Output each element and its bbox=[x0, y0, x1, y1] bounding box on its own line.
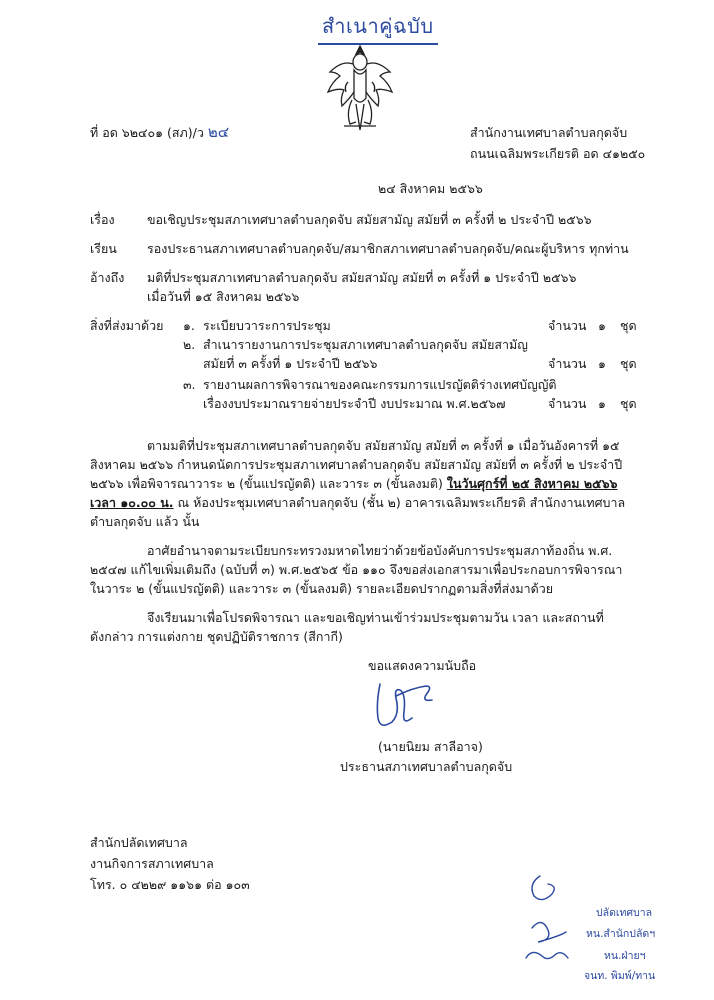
reference-line-2: เมื่อวันที่ ๑๕ สิงหาคม ๒๕๖๖ bbox=[147, 289, 300, 304]
enclosure-2-qty-label: จำนวน bbox=[548, 356, 587, 371]
enclosure-1-unit: ชุด bbox=[620, 318, 637, 333]
para1-line-2: สิงหาคม ๒๕๖๖ กำหนดนัดการประชุมสภาเทศบาลตำบลกุดจับ สมัยสามัญ สมัยที่ ๓ ครั้งที่ ๒ ประจำปี bbox=[90, 457, 623, 472]
enclosures-label: สิ่งที่ส่งมาด้วย bbox=[90, 318, 164, 333]
enclosure-2-unit: ชุด bbox=[620, 356, 637, 371]
enclosure-2-num: ๒. bbox=[183, 337, 196, 352]
para2-line-2: ๒๕๔๗ แก้ไขเพิ่มเติมถึง (ฉบับที่ ๓) พ.ศ.๒๕๖๕ ข้อ ๑๑๐ จึงขอส่งเอกสารมาเพื่อประกอบการพิจารณา bbox=[90, 562, 623, 577]
para1-line-1: ตามมติที่ประชุมสภาเทศบาลตำบลกุดจับ สมัยสามัญ สมัยที่ ๓ ครั้งที่ ๑ เมื่อวันอังคารที่ ๑๕ bbox=[147, 438, 620, 453]
enclosure-3-qty-label: จำนวน bbox=[548, 396, 587, 411]
enclosure-2-title-cont: สมัยที่ ๓ ครั้งที่ ๑ ประจำปี ๒๕๖๖ bbox=[203, 356, 378, 371]
copy-stamp: สำเนาคู่ฉบับ bbox=[318, 10, 438, 45]
initial-2: หน.สำนักปลัดฯ bbox=[586, 928, 656, 940]
meeting-date: ในวันศุกร์ที่ ๒๕ สิงหาคม ๒๕๖๖ bbox=[446, 476, 618, 491]
signer-position: ประธานสภาเทศบาลตำบลกุดจับ bbox=[340, 759, 513, 774]
enclosure-3-qty: ๑ bbox=[598, 396, 606, 411]
para1-line-3-a: ๒๕๖๖ เพื่อพิจารณาวาระ ๒ (ขั้นแปรญัตติ) และวาระ ๓ (ขั้นลงมติ) bbox=[90, 476, 443, 491]
to-text: รองประธานสภาเทศบาลตำบลกุดจับ/สมาชิกสภาเทศบาลตำบลกุดจับ/คณะผู้บริหาร ทุกท่าน bbox=[147, 241, 629, 256]
initial-4: จนท. พิมพ์/ทาน bbox=[584, 970, 656, 982]
initials-scribbles bbox=[512, 870, 592, 982]
enclosure-1-qty: ๑ bbox=[598, 318, 606, 333]
reference-number-text: ที่ อด ๖๒๔๐๑ (สภ)/ว bbox=[90, 125, 204, 140]
enclosure-1-title: ระเบียบวาระการประชุม bbox=[203, 318, 331, 333]
to-label: เรียน bbox=[90, 241, 117, 256]
footer-section: งานกิจการสภาเทศบาล bbox=[90, 856, 214, 871]
initial-3: หน.ฝ่ายฯ bbox=[604, 950, 646, 962]
enclosure-2-title: สำเนารายงานการประชุมสภาเทศบาลตำบลกุดจับ สมัยสามัญ bbox=[203, 337, 528, 352]
para1-line-4 bbox=[90, 494, 625, 512]
subject-label: เรื่อง bbox=[90, 212, 115, 227]
para2-line-3: ในวาระ ๒ (ขั้นแปรญัตติ) และวาระ ๓ (ขั้นลงมติ) รายละเอียดปรากฏตามสิ่งที่ส่งมาด้วย bbox=[90, 581, 554, 596]
reference-label: อ้างถึง bbox=[90, 270, 125, 285]
enclosure-2-qty: ๑ bbox=[598, 356, 606, 371]
subject-text: ขอเชิญประชุมสภาเทศบาลตำบลกุดจับ สมัยสามัญ สมัยที่ ๓ ครั้งที่ ๒ ประจำปี ๒๕๖๖ bbox=[147, 212, 592, 227]
reference-number bbox=[90, 123, 229, 142]
footer-office: สำนักปลัดเทศบาล bbox=[90, 835, 188, 850]
handwritten-signature bbox=[366, 678, 446, 736]
enclosure-3-num: ๓. bbox=[183, 377, 196, 392]
letter-date: ๒๔ สิงหาคม ๒๕๖๖ bbox=[378, 181, 483, 196]
enclosure-1-qty-label: จำนวน bbox=[548, 318, 587, 333]
reference-number-handwritten: ๒๔ bbox=[207, 123, 230, 141]
office-address: ถนนเฉลิมพระเกียรติ อด ๔๑๒๕๐ bbox=[470, 146, 646, 161]
enclosure-3-unit: ชุด bbox=[620, 396, 637, 411]
initial-1: ปลัดเทศบาล bbox=[596, 907, 653, 919]
meeting-time: เวลา ๑๐.๐๐ น. bbox=[90, 495, 174, 510]
signer-name: (นายนิยม สาลีอาจ) bbox=[378, 739, 483, 754]
para3-line-1: จึงเรียนมาเพื่อโปรดพิจารณา และขอเชิญท่านเข้าร่วมประชุมตามวัน เวลา และสถานที่ bbox=[147, 610, 604, 625]
enclosure-3-title: รายงานผลการพิจารณาของคณะกรรมการแปรญัตติร่างเทศบัญญัติ bbox=[203, 377, 557, 392]
footer-phone: โทร. ๐ ๔๒๒๙ ๑๑๖๑ ต่อ ๑๐๓ bbox=[90, 877, 250, 892]
para1-line-3 bbox=[90, 475, 617, 493]
garuda-emblem-icon bbox=[322, 42, 398, 134]
para1-line-5: ตำบลกุดจับ แล้ว นั้น bbox=[90, 514, 200, 529]
office-name: สำนักงานเทศบาลตำบลกุดจับ bbox=[470, 125, 628, 140]
closing: ขอแสดงความนับถือ bbox=[368, 658, 477, 673]
enclosure-1-num: ๑. bbox=[183, 318, 195, 333]
enclosure-3-title-cont: เรื่องงบประมาณรายจ่ายประจำปี งบประมาณ พ.ศ.๒๕๖๗ bbox=[203, 396, 506, 411]
meeting-venue: ณ ห้องประชุมเทศบาลตำบลกุดจับ (ชั้น ๒) อาคารเฉลิมพระเกียรติ สำนักงานเทศบาล bbox=[177, 495, 626, 510]
reference-line-1: มติที่ประชุมสภาเทศบาลตำบลกุดจับ สมัยสามัญ สมัยที่ ๓ ครั้งที่ ๑ ประจำปี ๒๕๖๖ bbox=[147, 270, 577, 285]
para3-line-2: ดังกล่าว การแต่งกาย ชุดปฏิบัติราชการ (สีกากี) bbox=[90, 629, 343, 644]
para2-line-1: อาศัยอำนาจตามระเบียบกระทรวงมหาดไทยว่าด้วยข้อบังคับการประชุมสภาท้องถิ่น พ.ศ. bbox=[147, 543, 613, 558]
